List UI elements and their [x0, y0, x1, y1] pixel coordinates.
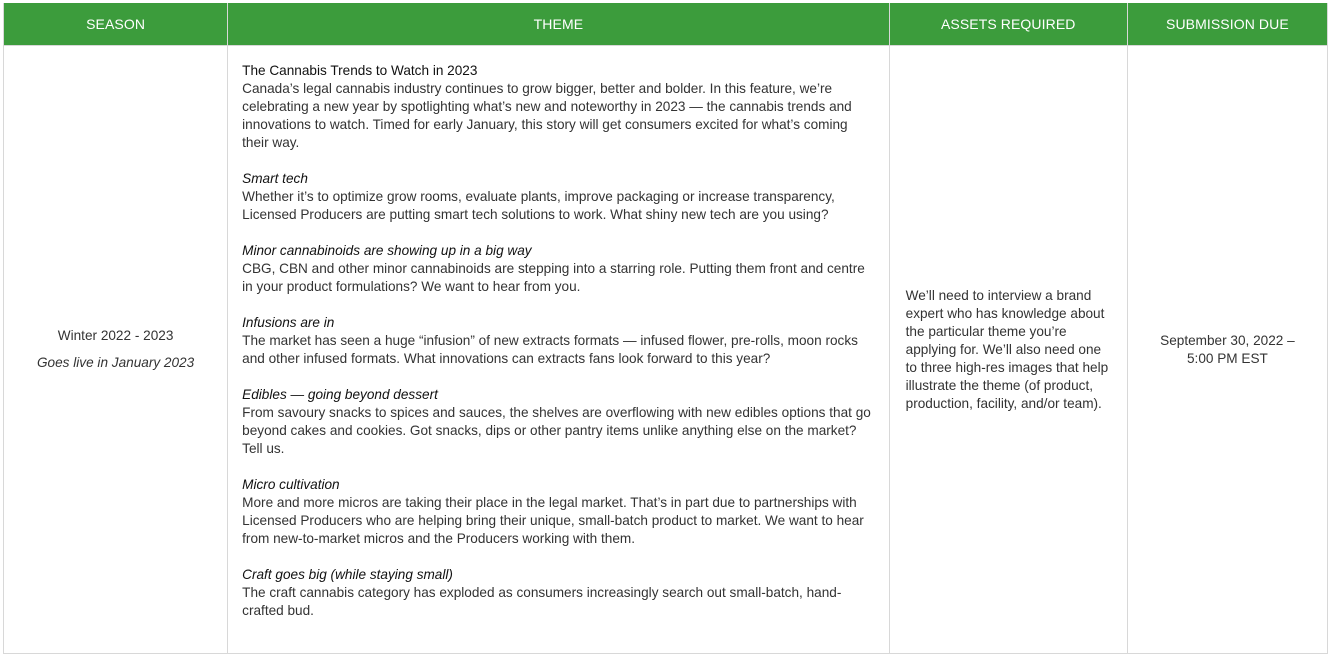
- table-row: [4, 46, 1328, 654]
- theme-item-smart-tech: [242, 170, 874, 224]
- theme-item-infusions: [242, 314, 874, 368]
- theme-item-body: CBG, CBN and other minor cannabinoids are stepping into a starring role. Putting them front and centre in your product formulations? We want to hear from you.: [242, 261, 865, 294]
- header-assets-required: ASSETS REQUIRED: [889, 3, 1127, 46]
- theme-item-micro-cultivation: [242, 476, 874, 548]
- theme-item-body: More and more micros are taking their place in the legal market. That’s in part due to partnerships with Licensed Producers who are helping bring their unique, small-batch product to market. We want to hear from new-to-market micros and the Producers working with them.: [242, 495, 864, 546]
- theme-item-title: Minor cannabinoids are showing up in a big way: [242, 243, 532, 258]
- editorial-calendar-table: [3, 3, 1328, 654]
- theme-item-title: Infusions are in: [242, 315, 335, 330]
- submission-due-cell: September 30, 2022 – 5:00 PM EST: [1127, 46, 1327, 654]
- theme-item-body: The market has seen a huge “infusion” of new extracts formats — infused flower, pre-rolls, moon rocks and other infused formats. What innovations can extracts fans look forward to this year?: [242, 333, 858, 366]
- theme-item-body: From savoury snacks to spices and sauces, the shelves are overflowing with new edibles options that go beyond cakes and cookies. Got snacks, dips or other pantry items unlike anything else on the market? Tell us.: [242, 405, 871, 456]
- theme-item-title: Micro cultivation: [242, 477, 340, 492]
- theme-item-craft: [242, 566, 874, 620]
- theme-intro: Canada’s legal cannabis industry continues to grow bigger, better and bolder. In this feature, we’re celebrating a new year by spotlighting what’s new and noteworthy in 2023 — the cannabis trends and innovations to watch. Timed for early January, this story will get consumers excited for what’s coming their way.: [242, 81, 852, 150]
- table-header: [4, 3, 1328, 46]
- theme-item-edibles: [242, 386, 874, 458]
- season-name: Winter 2022 - 2023: [57, 328, 174, 343]
- theme-item-title: Smart tech: [242, 171, 308, 186]
- theme-item-title: Edibles — going beyond dessert: [242, 387, 438, 402]
- theme-title: The Cannabis Trends to Watch in 2023: [242, 63, 478, 78]
- theme-item-minor-cannabinoids: [242, 242, 874, 296]
- header-theme: THEME: [228, 3, 889, 46]
- season-live-date: Goes live in January 2023: [36, 355, 195, 370]
- season-cell: [4, 46, 228, 654]
- header-season: SEASON: [4, 3, 228, 46]
- table-body: [4, 46, 1328, 654]
- assets-required-cell: We’ll need to interview a brand expert who has knowledge about the particular theme you’re applying for. We’ll also need one to three high-res images that help illustrate the theme (of product, production, facility, and/or team).: [889, 46, 1127, 654]
- theme-item-body: Whether it’s to optimize grow rooms, evaluate plants, improve packaging or increase transparency, Licensed Producers are putting smart tech solutions to work. What shiny new tech are you using?: [242, 189, 835, 222]
- theme-item-title: Craft goes big (while staying small): [242, 567, 453, 582]
- theme-cell: [228, 46, 889, 654]
- header-submission-due: SUBMISSION DUE: [1127, 3, 1327, 46]
- header-row: [4, 3, 1328, 46]
- theme-item-body: The craft cannabis category has exploded as consumers increasingly search out small-batch, hand-crafted bud.: [242, 585, 842, 618]
